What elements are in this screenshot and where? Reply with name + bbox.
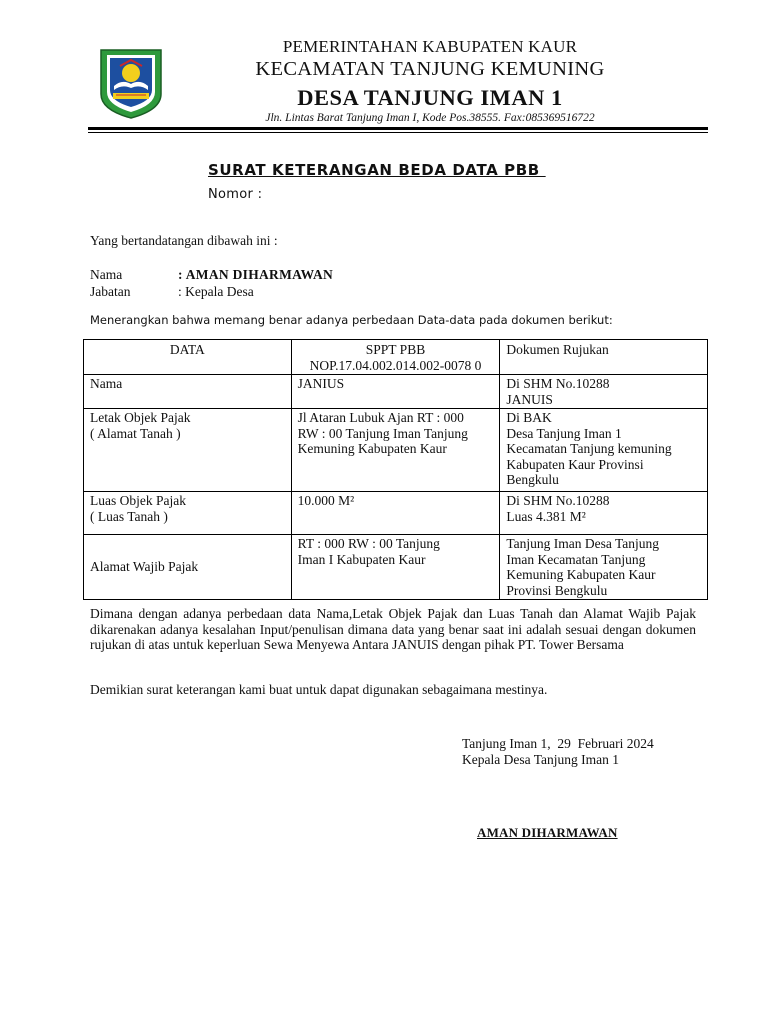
table-row [84,409,708,492]
row-label: Luas Objek Pajak ( Luas Tanah ) [84,492,292,535]
intro-line: Menerangkan bahwa memang benar adanya perbedaan Data-data pada dokumen berikut: [90,313,613,327]
letterhead-village: DESA TANJUNG IMAN 1 [297,85,563,110]
table-row [84,375,708,409]
table-row [84,492,708,535]
letterhead-rule-thick [88,127,708,130]
header-sppt: SPPT PBB NOP.17.04.002.014.002-0078 0 [291,340,500,375]
row-rujukan: Tanjung Iman Desa Tanjung Iman Kecamatan Tanjung Kemuning Kabupaten Kaur Provinsi Bengkulu [500,535,708,600]
signature-name: AMAN DIHARMAWAN [477,825,618,840]
opening-line: Yang bertandatangan dibawah ini : [90,233,278,248]
name-value: : AMAN DIHARMAWAN [178,267,334,282]
kabupaten-kaur-logo [96,46,166,120]
row-sppt: Jl Ataran Lubuk Ajan RT : 000 RW : 00 Tanjung Iman Tanjung Kemuning Kabupaten Kaur [291,409,500,492]
letterhead-rule-thin [88,132,708,133]
row-label: Alamat Wajib Pajak [84,535,292,600]
row-label: Nama [84,375,292,409]
document-title: SURAT KETERANGAN BEDA DATA PBB [208,161,546,179]
name-label: Nama [90,267,123,282]
row-rujukan: Di BAK Desa Tanjung Iman 1 Kecamatan Tanjung kemuning Kabupaten Kaur Provinsi Bengkulu [500,409,708,492]
table-header-row [84,340,708,375]
letterhead-district: KECAMATAN TANJUNG KEMUNING [255,58,605,80]
row-sppt: 10.000 M² [291,492,500,535]
header-data: DATA [84,340,292,375]
signature-role: Kepala Desa Tanjung Iman 1 [462,752,620,767]
row-rujukan: Di SHM No.10288 JANUIS [500,375,708,409]
table-row [84,535,708,600]
signature-place-date: Tanjung Iman 1, 29 Februari 2024 [462,736,654,751]
row-rujukan: Di SHM No.10288 Luas 4.381 M² [500,492,708,535]
position-value: : Kepala Desa [178,284,254,299]
letterhead-address: Jln. Lintas Barat Tanjung Iman I, Kode Pos.38555. Fax:085369516722 [265,112,595,124]
position-label: Jabatan [90,284,131,299]
data-comparison-table [83,339,708,600]
letterhead-government: PEMERINTAHAN KABUPATEN KAUR [282,37,578,56]
row-label: Letak Objek Pajak ( Alamat Tanah ) [84,409,292,492]
header-rujukan: Dokumen Rujukan [500,340,708,375]
closing-line: Demikian surat keterangan kami buat untuk dapat digunakan sebagaimana mestinya. [90,682,548,697]
row-sppt: JANIUS [291,375,500,409]
explanation-paragraph: Dimana dengan adanya perbedaan data Nama,Letak Objek Pajak dan Luas Tanah dan Alamat Wajib Pajak dikarenakan adanya kesalahan Input/penulisan dimana data yang benar saat ini adalah sesuai dengan dokumen rujukan di atas untuk keperluan Sewa Menyewa Antara JANUIS dengan pihak PT. Tower Bersama [90,606,696,652]
row-sppt: RT : 000 RW : 00 Tanjung Iman I Kabupaten Kaur [291,535,500,600]
document-number: Nomor : [208,187,263,202]
